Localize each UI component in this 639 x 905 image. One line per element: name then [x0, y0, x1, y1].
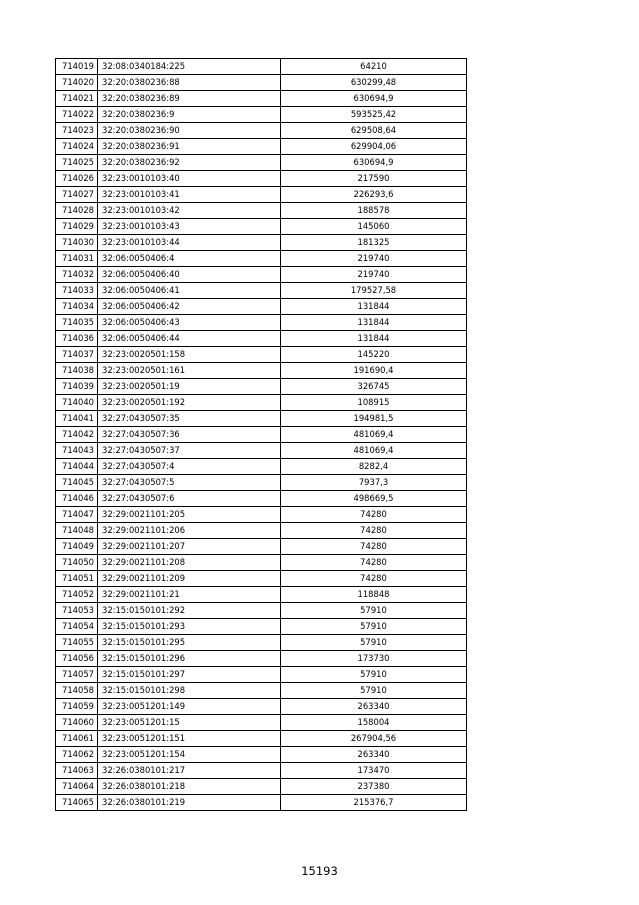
value-cell: 74280 [281, 571, 467, 587]
cadastral-number-cell: 32:29:0021101:209 [98, 571, 281, 587]
cadastral-number-cell: 32:06:0050406:41 [98, 283, 281, 299]
value-cell: 267904,56 [281, 731, 467, 747]
cadastral-number-cell: 32:06:0050406:44 [98, 331, 281, 347]
row-id-cell: 714054 [56, 619, 98, 635]
value-cell: 630299,48 [281, 75, 467, 91]
value-cell: 8282,4 [281, 459, 467, 475]
row-id-cell: 714055 [56, 635, 98, 651]
value-cell: 108915 [281, 395, 467, 411]
value-cell: 219740 [281, 267, 467, 283]
cadastral-number-cell: 32:20:0380236:91 [98, 139, 281, 155]
value-cell: 629904,06 [281, 139, 467, 155]
table-row [56, 587, 467, 603]
cadastral-number-cell: 32:23:0051201:151 [98, 731, 281, 747]
cadastral-number-cell: 32:20:0380236:90 [98, 123, 281, 139]
cadastral-number-cell: 32:15:0150101:296 [98, 651, 281, 667]
row-id-cell: 714031 [56, 251, 98, 267]
table-row [56, 667, 467, 683]
row-id-cell: 714024 [56, 139, 98, 155]
table-row [56, 379, 467, 395]
row-id-cell: 714058 [56, 683, 98, 699]
cadastral-number-cell: 32:29:0021101:206 [98, 523, 281, 539]
row-id-cell: 714060 [56, 715, 98, 731]
value-cell: 74280 [281, 555, 467, 571]
cadastral-number-cell: 32:06:0050406:4 [98, 251, 281, 267]
table-row [56, 363, 467, 379]
value-cell: 181325 [281, 235, 467, 251]
row-id-cell: 714021 [56, 91, 98, 107]
row-id-cell: 714065 [56, 795, 98, 811]
cadastral-number-cell: 32:29:0021101:207 [98, 539, 281, 555]
table-row [56, 747, 467, 763]
row-id-cell: 714049 [56, 539, 98, 555]
table-row [56, 315, 467, 331]
table-row [56, 411, 467, 427]
row-id-cell: 714039 [56, 379, 98, 395]
value-cell: 215376,7 [281, 795, 467, 811]
row-id-cell: 714035 [56, 315, 98, 331]
row-id-cell: 714051 [56, 571, 98, 587]
value-cell: 179527,58 [281, 283, 467, 299]
table-row [56, 699, 467, 715]
value-cell: 173470 [281, 763, 467, 779]
value-cell: 481069,4 [281, 427, 467, 443]
value-cell: 217590 [281, 171, 467, 187]
row-id-cell: 714037 [56, 347, 98, 363]
value-cell: 226293,6 [281, 187, 467, 203]
table-row [56, 219, 467, 235]
value-cell: 263340 [281, 699, 467, 715]
row-id-cell: 714063 [56, 763, 98, 779]
cadastral-number-cell: 32:15:0150101:295 [98, 635, 281, 651]
value-cell: 629508,64 [281, 123, 467, 139]
row-id-cell: 714038 [56, 363, 98, 379]
value-cell: 481069,4 [281, 443, 467, 459]
table-row [56, 523, 467, 539]
cadastral-number-cell: 32:23:0010103:42 [98, 203, 281, 219]
table-row [56, 715, 467, 731]
table-row [56, 267, 467, 283]
value-cell: 131844 [281, 331, 467, 347]
row-id-cell: 714028 [56, 203, 98, 219]
table-row [56, 171, 467, 187]
value-cell: 219740 [281, 251, 467, 267]
value-cell: 158004 [281, 715, 467, 731]
table-row [56, 187, 467, 203]
value-cell: 118848 [281, 587, 467, 603]
row-id-cell: 714027 [56, 187, 98, 203]
cadastral-number-cell: 32:29:0021101:208 [98, 555, 281, 571]
page-number: 15193 [301, 864, 338, 878]
cadastral-number-cell: 32:27:0430507:36 [98, 427, 281, 443]
value-cell: 131844 [281, 299, 467, 315]
cadastral-number-cell: 32:26:0380101:217 [98, 763, 281, 779]
row-id-cell: 714040 [56, 395, 98, 411]
row-id-cell: 714044 [56, 459, 98, 475]
value-cell: 173730 [281, 651, 467, 667]
table-row [56, 427, 467, 443]
value-cell: 630694,9 [281, 155, 467, 171]
row-id-cell: 714026 [56, 171, 98, 187]
cadastral-number-cell: 32:20:0380236:92 [98, 155, 281, 171]
table-row [56, 475, 467, 491]
row-id-cell: 714041 [56, 411, 98, 427]
cadastral-number-cell: 32:20:0380236:9 [98, 107, 281, 123]
table-row [56, 91, 467, 107]
row-id-cell: 714042 [56, 427, 98, 443]
row-id-cell: 714019 [56, 59, 98, 75]
table-row [56, 603, 467, 619]
table-row [56, 299, 467, 315]
table-row [56, 779, 467, 795]
value-cell: 145220 [281, 347, 467, 363]
table-row [56, 571, 467, 587]
table-row [56, 731, 467, 747]
cadastral-number-cell: 32:06:0050406:40 [98, 267, 281, 283]
row-id-cell: 714045 [56, 475, 98, 491]
value-cell: 326745 [281, 379, 467, 395]
table-row [56, 155, 467, 171]
value-cell: 57910 [281, 635, 467, 651]
table-row [56, 107, 467, 123]
row-id-cell: 714022 [56, 107, 98, 123]
value-cell: 74280 [281, 539, 467, 555]
cadastral-number-cell: 32:29:0021101:205 [98, 507, 281, 523]
cadastral-number-cell: 32:15:0150101:298 [98, 683, 281, 699]
table-row [56, 347, 467, 363]
cadastral-number-cell: 32:27:0430507:37 [98, 443, 281, 459]
row-id-cell: 714034 [56, 299, 98, 315]
cadastral-number-cell: 32:15:0150101:297 [98, 667, 281, 683]
cadastral-number-cell: 32:15:0150101:293 [98, 619, 281, 635]
table-row [56, 507, 467, 523]
value-cell: 188578 [281, 203, 467, 219]
row-id-cell: 714056 [56, 651, 98, 667]
table-row [56, 539, 467, 555]
table-row [56, 395, 467, 411]
records-table [55, 58, 467, 811]
cadastral-number-cell: 32:23:0020501:192 [98, 395, 281, 411]
table-row [56, 459, 467, 475]
value-cell: 64210 [281, 59, 467, 75]
table-row [56, 331, 467, 347]
table-row [56, 635, 467, 651]
row-id-cell: 714032 [56, 267, 98, 283]
table-row [56, 683, 467, 699]
cadastral-number-cell: 32:23:0051201:154 [98, 747, 281, 763]
table-row [56, 619, 467, 635]
table-row [56, 251, 467, 267]
row-id-cell: 714030 [56, 235, 98, 251]
cadastral-number-cell: 32:23:0010103:43 [98, 219, 281, 235]
cadastral-number-cell: 32:23:0010103:40 [98, 171, 281, 187]
cadastral-number-cell: 32:23:0010103:44 [98, 235, 281, 251]
row-id-cell: 714050 [56, 555, 98, 571]
row-id-cell: 714061 [56, 731, 98, 747]
value-cell: 57910 [281, 683, 467, 699]
value-cell: 263340 [281, 747, 467, 763]
row-id-cell: 714053 [56, 603, 98, 619]
row-id-cell: 714023 [56, 123, 98, 139]
cadastral-number-cell: 32:26:0380101:218 [98, 779, 281, 795]
cadastral-number-cell: 32:27:0430507:4 [98, 459, 281, 475]
records-table-body [56, 59, 467, 811]
table-row [56, 123, 467, 139]
cadastral-number-cell: 32:23:0020501:19 [98, 379, 281, 395]
value-cell: 57910 [281, 619, 467, 635]
row-id-cell: 714025 [56, 155, 98, 171]
table-row [56, 443, 467, 459]
cadastral-number-cell: 32:23:0051201:15 [98, 715, 281, 731]
cadastral-number-cell: 32:15:0150101:292 [98, 603, 281, 619]
table-row [56, 235, 467, 251]
row-id-cell: 714020 [56, 75, 98, 91]
row-id-cell: 714033 [56, 283, 98, 299]
value-cell: 74280 [281, 523, 467, 539]
table-row [56, 795, 467, 811]
row-id-cell: 714048 [56, 523, 98, 539]
cadastral-number-cell: 32:26:0380101:219 [98, 795, 281, 811]
value-cell: 498669,5 [281, 491, 467, 507]
table-row [56, 59, 467, 75]
value-cell: 131844 [281, 315, 467, 331]
cadastral-number-cell: 32:23:0020501:158 [98, 347, 281, 363]
cadastral-number-cell: 32:23:0051201:149 [98, 699, 281, 715]
table-row [56, 491, 467, 507]
cadastral-number-cell: 32:08:0340184:225 [98, 59, 281, 75]
table-row [56, 555, 467, 571]
row-id-cell: 714062 [56, 747, 98, 763]
row-id-cell: 714059 [56, 699, 98, 715]
value-cell: 194981,5 [281, 411, 467, 427]
cadastral-number-cell: 32:29:0021101:21 [98, 587, 281, 603]
value-cell: 593525,42 [281, 107, 467, 123]
table-row [56, 75, 467, 91]
row-id-cell: 714046 [56, 491, 98, 507]
value-cell: 57910 [281, 603, 467, 619]
value-cell: 7937,3 [281, 475, 467, 491]
value-cell: 57910 [281, 667, 467, 683]
cadastral-number-cell: 32:27:0430507:6 [98, 491, 281, 507]
row-id-cell: 714047 [56, 507, 98, 523]
row-id-cell: 714043 [56, 443, 98, 459]
table-row [56, 283, 467, 299]
row-id-cell: 714029 [56, 219, 98, 235]
value-cell: 191690,4 [281, 363, 467, 379]
cadastral-number-cell: 32:27:0430507:5 [98, 475, 281, 491]
cadastral-number-cell: 32:06:0050406:42 [98, 299, 281, 315]
row-id-cell: 714052 [56, 587, 98, 603]
cadastral-number-cell: 32:27:0430507:35 [98, 411, 281, 427]
row-id-cell: 714064 [56, 779, 98, 795]
value-cell: 630694,9 [281, 91, 467, 107]
cadastral-number-cell: 32:20:0380236:88 [98, 75, 281, 91]
table-row [56, 203, 467, 219]
value-cell: 145060 [281, 219, 467, 235]
value-cell: 237380 [281, 779, 467, 795]
value-cell: 74280 [281, 507, 467, 523]
table-row [56, 651, 467, 667]
cadastral-number-cell: 32:23:0010103:41 [98, 187, 281, 203]
table-row [56, 763, 467, 779]
cadastral-number-cell: 32:06:0050406:43 [98, 315, 281, 331]
cadastral-number-cell: 32:23:0020501:161 [98, 363, 281, 379]
cadastral-number-cell: 32:20:0380236:89 [98, 91, 281, 107]
row-id-cell: 714057 [56, 667, 98, 683]
table-row [56, 139, 467, 155]
row-id-cell: 714036 [56, 331, 98, 347]
